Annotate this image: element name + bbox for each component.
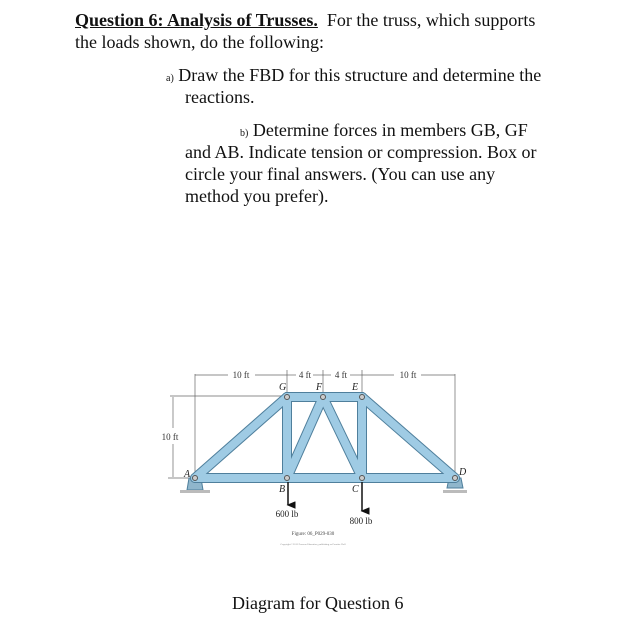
dim-left: 10 ft <box>232 370 250 380</box>
joint-G: G <box>279 382 287 393</box>
part-b-text-4: method you prefer). <box>185 186 329 206</box>
joint-D: D <box>459 467 467 478</box>
dim-height: 10 ft <box>161 432 179 442</box>
part-b-text: Determine forces in members GB, GF <box>252 120 528 140</box>
member-AG <box>195 397 287 478</box>
part-a-text-2: reactions. <box>185 87 255 107</box>
truss-members <box>193 395 458 481</box>
part-a-text: Draw the FBD for this structure and determine the <box>178 65 542 85</box>
load-label-B: 600 lb <box>275 509 299 519</box>
figure-caption: Diagram for Question 6 <box>232 593 404 613</box>
joint-E: E <box>352 382 359 393</box>
joint-C: C <box>352 484 359 495</box>
question-intro-2: the loads shown, do the following: <box>75 32 324 52</box>
joint-B: B <box>279 484 286 495</box>
figure-copyright: Copyright ©2013 Pearson Education, publishing as Prentice Hall <box>280 543 346 546</box>
question-intro: For the truss, which supports <box>326 10 536 30</box>
part-b-text-3: circle your final answers. (You can use any <box>185 164 496 184</box>
joint-A: A <box>184 469 191 480</box>
question-title: Question 6: Analysis of Trusses. <box>75 10 318 30</box>
member-FC <box>323 397 362 478</box>
dim-mid-left: 4 ft <box>298 370 312 380</box>
part-b-text-2: and AB. Indicate tension or compression. Box or <box>185 142 537 162</box>
dim-right: 10 ft <box>399 370 417 380</box>
load-label-C: 800 lb <box>349 516 373 526</box>
dim-mid-right: 4 ft <box>334 370 348 380</box>
part-b-marker: b) <box>240 128 249 139</box>
part-a-marker: a) <box>166 73 174 84</box>
member-BF <box>287 397 323 478</box>
joint-F: F <box>316 382 323 393</box>
figure-id: Figure: 06_P029-030 <box>291 532 335 537</box>
member-ED <box>362 397 455 478</box>
